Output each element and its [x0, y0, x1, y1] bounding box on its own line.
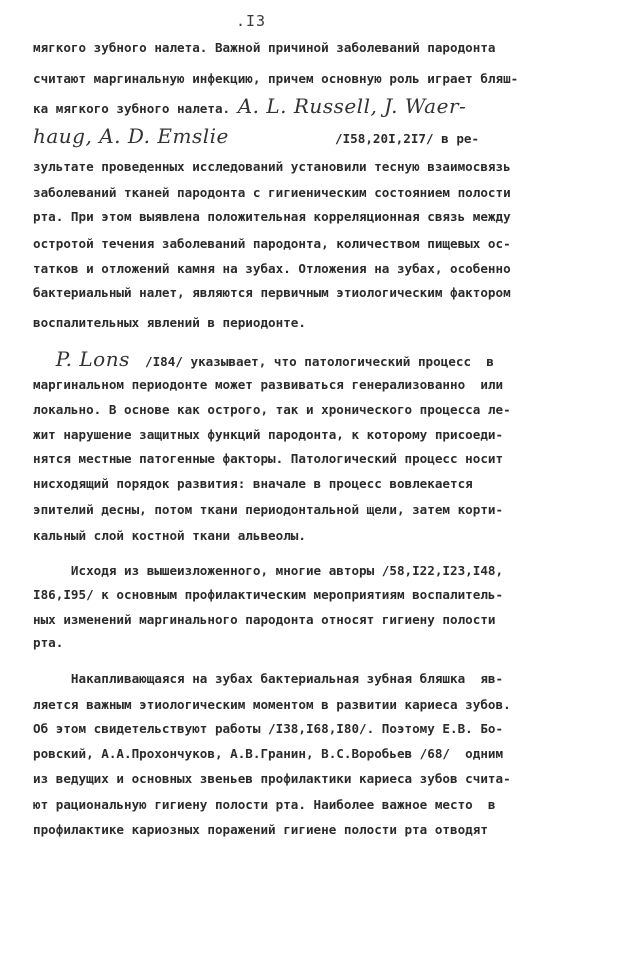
text-segment: бактериальный налет, являются первичным этиологическим фактором: [33, 285, 511, 300]
text-segment: ляется важным этиологическим моментом в развитии кариеса зубов.: [33, 697, 511, 712]
text-line: [33, 612, 496, 628]
text-line: [33, 94, 467, 118]
text-segment: нисходящий порядок развития: вначале в процесс вовлекается: [33, 476, 473, 491]
text-line: [33, 347, 494, 371]
text-line: [33, 721, 503, 737]
text-segment: мягкого зубного налета. Важной причиной заболеваний пародонта: [33, 40, 496, 55]
text-line: [33, 285, 511, 301]
text-segment: локально. В основе как острого, так и хронического процесса ле-: [33, 402, 511, 417]
text-line: [33, 124, 480, 148]
text-line: [33, 502, 503, 518]
text-line: [33, 822, 488, 838]
handwritten-author-name: haug, A. D. Emslie: [33, 124, 229, 148]
text-line: [33, 71, 518, 87]
text-line: [33, 476, 473, 492]
text-segment: ных изменений маргинального пародонта относят гигиену полости: [33, 612, 496, 627]
text-segment: ют рациональную гигиену полости рта. Наиболее важное место в: [33, 797, 496, 812]
text-segment: профилактике кариозных поражений гигиене полости рта отводят: [33, 822, 488, 837]
handwritten-author-name: P. Lons: [55, 347, 130, 371]
text-segment: маргинальном периодонте может развиваться генерализованно или: [33, 377, 504, 392]
text-segment: эпителий десны, потом ткани периодонтальной щели, затем корти-: [33, 502, 504, 517]
text-line: [33, 185, 511, 201]
text-segment: [33, 354, 56, 369]
text-line: [33, 40, 496, 56]
text-line: [33, 209, 511, 225]
text-line: [33, 587, 503, 603]
text-line: [33, 159, 511, 175]
text-line: [33, 528, 306, 544]
text-segment: воспалительных явлений в периодонте.: [33, 315, 306, 330]
text-line: [33, 697, 511, 713]
text-segment: /I58,20I,2I7/ в ре-: [228, 131, 480, 146]
text-line: [33, 236, 511, 252]
text-line: [33, 797, 496, 813]
text-line: [33, 746, 503, 762]
text-segment: остротой течения заболеваний пародонта, количеством пищевых ос-: [33, 236, 511, 251]
text-line: [33, 563, 503, 579]
text-line: [33, 402, 511, 418]
page-number: .I3: [236, 12, 267, 30]
text-segment: из ведущих и основных звеньев профилактики кариеса зубов счита-: [33, 771, 511, 786]
handwritten-author-name: A. L. Russell, J. Waer-: [237, 94, 467, 118]
text-segment: ка мягкого зубного налета.: [33, 101, 238, 116]
text-line: [33, 315, 306, 331]
text-segment: ровский, А.А.Прохончуков, А.В.Гранин, В.С.Воробьев /68/ одним: [33, 746, 504, 761]
text-segment: рта. При этом выявлена положительная корреляционная связь между: [33, 209, 511, 224]
text-segment: зультате проведенных исследований установили тесную взаимосвязь: [33, 159, 511, 174]
text-segment: рта.: [33, 635, 64, 650]
text-segment: заболеваний тканей пародонта с гигиеническим состоянием полости: [33, 185, 511, 200]
text-segment: I86,I95/ к основным профилактическим мероприятиям воспалитель-: [33, 587, 504, 602]
text-segment: Об этом свидетельствуют работы /I38,I68,I80/. Поэтому Е.В. Бо-: [33, 721, 504, 736]
text-line: [33, 671, 503, 687]
text-line: [33, 451, 503, 467]
text-segment: кальный слой костной ткани альвеолы.: [33, 528, 306, 543]
text-line: [33, 377, 503, 393]
text-segment: татков и отложений камня на зубах. Отложения на зубах, особенно: [33, 261, 511, 276]
text-segment: Накапливающаяся на зубах бактериальная зубная бляшка яв-: [33, 671, 504, 686]
text-segment: жит нарушение защитных функций пародонта, к которому присоеди-: [33, 427, 504, 442]
text-line: [33, 261, 511, 277]
text-line: [33, 635, 63, 651]
text-segment: считают маргинальную инфекцию, причем основную роль играет бляш-: [33, 71, 519, 86]
text-segment: нятся местные патогенные факторы. Патологический процесс носит: [33, 451, 504, 466]
text-line: [33, 771, 511, 787]
text-line: [33, 427, 503, 443]
text-segment: /I84/ указывает, что патологический процесс в: [129, 354, 494, 369]
text-segment: Исходя из вышеизложенного, многие авторы /58,I22,I23,I48,: [33, 563, 504, 578]
